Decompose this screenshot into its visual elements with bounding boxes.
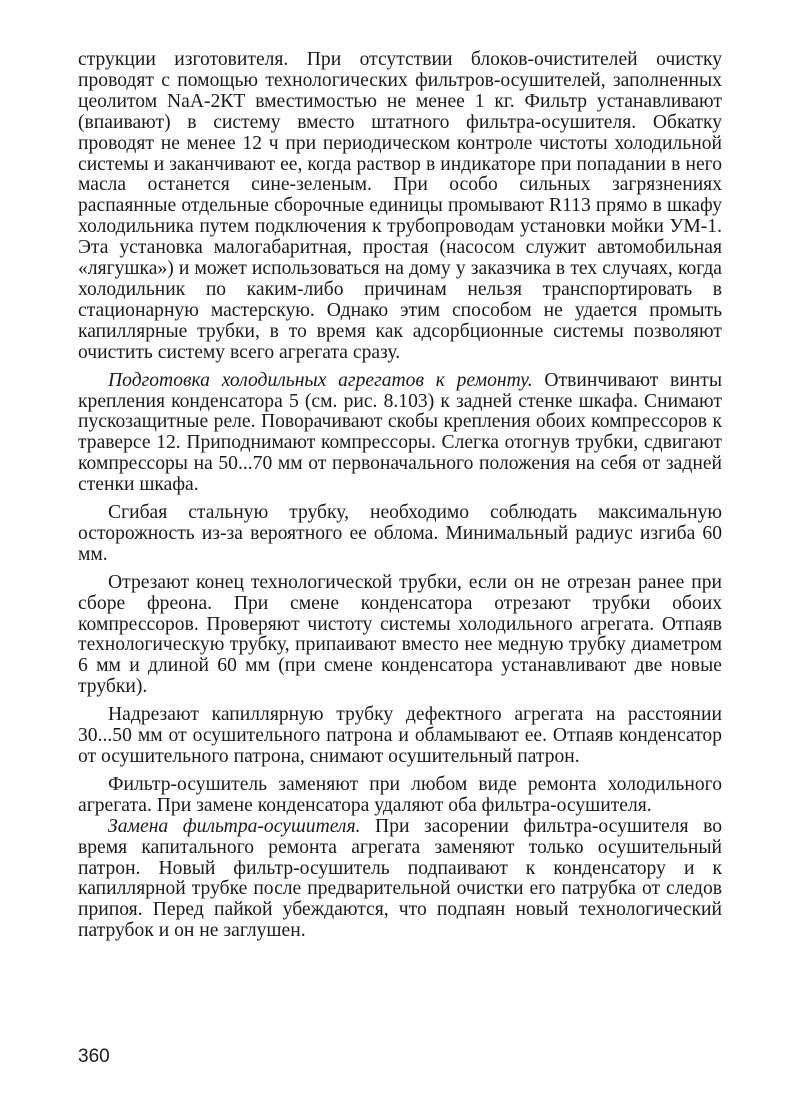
- paragraph-2-heading: Подготовка холодильных агрегатов к ремонту.: [108, 369, 533, 391]
- paragraph-4-text: Отрезают конец технологической трубки, если он не отрезан ранее при сборе фреона. При смене конденсатора отрезают трубки обоих компрессоров. Проверяют чистоту системы холодильного агрегата. Отпаяв технологическую трубку, припаивают вместо нее медную трубку диаметром 6 мм и длиной 60 мм (при смене конденсатора устанавливают две новые трубки).: [78, 571, 722, 698]
- paragraph-4: [78, 573, 722, 698]
- paragraph-2: [78, 371, 722, 496]
- paragraph-7-heading: Замена фильтра-осушителя.: [108, 815, 361, 837]
- paragraph-3: [78, 503, 722, 566]
- paragraph-1-text: струкции изготовителя. При отсутствии блоков-очистителей очистку проводят с помощью технологических фильтров-осушителей, заполненных цеолитом NaA-2КТ вместимостью не менее 1 кг. Фильтр устанавливают (впаивают) в систему вместо штатного фильтра-осушителя. Обкатку проводят не менее 12 ч при периодическом контроле чистоты холодильной системы и заканчивают ее, когда раствор в индикаторе при попадании в него масла останется сине-зеленым. При особо сильных загрязнениях распаянные отдельные сборочные единицы промывают R113 прямо в шкафу холодильника путем подключения к трубопроводам установки мойки УМ-1. Эта установка малогабаритная, простая (насосом служит автомобильная «лягушка») и может использоваться на дому у заказчика в тех случаях, когда холодильник по каким-либо причинам нельзя транспортировать в стационарную мастерскую. Однако этим способом не удается промыть капиллярные трубки, в то время как адсорбционные системы позволяют очистить систему всего агрегата сразу.: [78, 49, 722, 363]
- paragraph-5: [78, 705, 722, 768]
- paragraph-3-text: Сгибая стальную трубку, необходимо соблюдать максимальную осторожность из-за вероятного ее облома. Минимальный радиус изгиба 60 мм.: [78, 502, 722, 565]
- paragraph-5-text: Надрезают капиллярную трубку дефектного агрегата на расстоянии 30...50 мм от осушительного патрона и обламывают ее. Отпаяв конденсатор от осушительного патрона, снимают осушительный патрон.: [78, 704, 722, 767]
- paragraph-7: [78, 817, 722, 942]
- paragraph-1: [78, 50, 722, 364]
- page-body: [78, 50, 722, 949]
- page-number: 360: [78, 1046, 110, 1067]
- paragraph-7-text: При засорении фильтра-осушителя во время капитального ремонта агрегата заменяют только осушительный патрон. Новый фильтр-осушитель подпаивают к конденсатору и к капиллярной трубке после предварительной очистки его патрубка от следов припоя. Перед пайкой убеждаются, что подпаян новый технологический патрубок и он не заглушен.: [78, 815, 722, 942]
- paragraph-6-text: Фильтр-осушитель заменяют при любом виде ремонта холодильного агрегата. При замене конденсатора удаляют оба фильтра-осушителя.: [78, 773, 722, 816]
- paragraph-2-text: Отвинчивают винты крепления конденсатора 5 (см. рис. 8.103) к задней стенке шкафа. Снимают пускозащитные реле. Поворачивают скобы крепления обоих компрессоров к траверсе 12. Приподнимают компрессоры. Слегка отогнув трубки, сдвигают компрессоры на 50...70 мм от первоначального положения на себя от задней стенки шкафа.: [78, 369, 722, 496]
- paragraph-6: [78, 775, 722, 817]
